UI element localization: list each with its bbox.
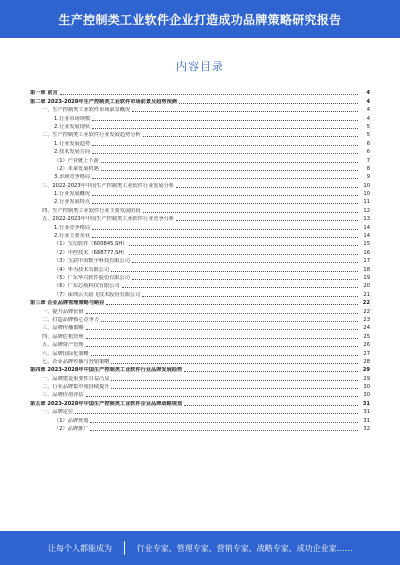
- toc-entry-page: 19: [363, 274, 370, 281]
- toc-entry[interactable]: [30, 415, 370, 423]
- toc-entry[interactable]: [30, 298, 370, 306]
- toc-leader-dots: [129, 254, 358, 255]
- report-title: 生产控制类工业软件企业打造成功品牌策略研究报告: [58, 12, 342, 27]
- toc-leader-dots: [92, 178, 358, 179]
- toc-leader-dots: [111, 363, 358, 364]
- toc-entry-page: 6: [366, 140, 370, 147]
- toc-entry[interactable]: [30, 164, 370, 172]
- toc-leader-dots: [92, 145, 358, 146]
- toc-leader-dots: [92, 128, 358, 129]
- toc-entry-page: 17: [363, 258, 370, 265]
- toc-entry-text: 1.行业发展趋势: [54, 140, 91, 147]
- toc-leader-dots: [101, 162, 358, 163]
- toc-leader-dots: [111, 380, 358, 381]
- toc-entry-text: （2）中控技术（688777.SH）: [54, 249, 128, 256]
- toc-leader-dots: [184, 371, 358, 372]
- toc-entry[interactable]: [30, 382, 370, 390]
- toc-leader-dots: [86, 346, 358, 347]
- toc-entry-text: （1）宝信软件（600845.SH）: [54, 241, 128, 248]
- toc-entry-text: 一、品牌定位: [42, 409, 74, 416]
- toc-entry[interactable]: [30, 340, 370, 348]
- toc-entry[interactable]: [30, 323, 370, 331]
- toc-entry-text: 一、提升品牌价值: [42, 308, 84, 315]
- toc-leader-dots: [143, 212, 358, 213]
- toc-entry-text: （6）广东芯航科技有限公司: [54, 283, 120, 290]
- toc-entry-page: 9: [366, 174, 370, 181]
- toc-leader-dots: [111, 388, 358, 389]
- toc-leader-dots: [122, 287, 358, 288]
- toc-entry-page: 32: [363, 426, 370, 433]
- toc-entry-text: 第五章 2023-2028年中国生产控制类工业软件企业品牌战略规划: [30, 400, 183, 407]
- toc-entry[interactable]: [30, 88, 370, 96]
- toc-entry[interactable]: [30, 306, 370, 314]
- toc-entry-page: 21: [363, 291, 370, 298]
- toc-entry-text: 1.行业竞争格局: [54, 224, 91, 231]
- toc-entry-page: 31: [363, 409, 370, 416]
- toc-entry[interactable]: [30, 189, 370, 197]
- toc-entry-text: 二、打造品牌核心竞争力: [42, 316, 100, 323]
- toc-leader-dots: [86, 396, 358, 397]
- toc-entry[interactable]: [30, 357, 370, 365]
- toc-entry-text: 一、生产控制类工业软件市场前景概况: [42, 107, 131, 114]
- toc-entry-text: 第四章 2023-2028年中国生产控制类工业软件行业品牌发展趋势: [30, 367, 183, 374]
- toc-entry-text: 四、品牌危机管理: [42, 333, 84, 340]
- toc-entry[interactable]: [30, 122, 370, 130]
- toc-entry-page: 18: [363, 266, 370, 273]
- toc-leader-dots: [111, 271, 358, 272]
- toc-entry-page: 7: [366, 157, 370, 164]
- toc-entry-text: 2.行业发展特点: [54, 199, 91, 206]
- toc-leader-dots: [92, 195, 358, 196]
- toc-entry[interactable]: [30, 138, 370, 146]
- toc-entry-text: 3.市场竞争格局: [54, 174, 91, 181]
- toc-entry[interactable]: [30, 197, 370, 205]
- toc-list: [30, 88, 370, 432]
- toc-leader-dots: [90, 422, 358, 423]
- toc-entry[interactable]: [30, 407, 370, 415]
- toc-leader-dots: [90, 430, 358, 431]
- toc-entry-text: 二、生产控制类工业软件行业发展趋势分析: [42, 132, 141, 139]
- toc-leader-dots: [92, 153, 358, 154]
- toc-leader-dots: [86, 329, 358, 330]
- toc-entry-text: 五、品牌资产管理: [42, 342, 84, 349]
- toc-entry-page: 20: [363, 283, 370, 290]
- toc-entry[interactable]: [30, 155, 370, 163]
- toc-entry-text: 二、行业品牌集中度持续提升: [42, 384, 110, 391]
- toc-entry[interactable]: [30, 331, 370, 339]
- toc-entry[interactable]: [30, 105, 370, 113]
- toc-entry[interactable]: [30, 180, 370, 188]
- toc-entry[interactable]: [30, 205, 370, 213]
- toc-entry[interactable]: [30, 281, 370, 289]
- toc-entry-text: （7）深圳云天励飞技术股份有限公司: [54, 291, 141, 298]
- toc-entry-text: （3）宝武中冶数字科技有限公司: [54, 258, 130, 265]
- toc-entry[interactable]: [30, 113, 370, 121]
- toc-entry-page: 23: [363, 316, 370, 323]
- toc-entry-text: 三、2022-2023年中国生产控制类工业软件行业发展分析: [42, 182, 175, 189]
- toc-leader-dots: [101, 321, 358, 322]
- toc-entry-text: 第一章 前言: [30, 90, 58, 97]
- toc-entry-text: 2.行业发展现状: [54, 123, 91, 130]
- toc-entry-text: 三、品牌传播策略: [42, 325, 84, 332]
- toc-entry[interactable]: [30, 130, 370, 138]
- toc-entry-text: 第三章 企业品牌管理策略与路径: [30, 300, 105, 307]
- toc-entry[interactable]: [30, 373, 370, 381]
- toc-leader-dots: [129, 245, 358, 246]
- toc-entry-text: 三、品牌价值评估: [42, 392, 84, 399]
- toc-leader-dots: [91, 355, 358, 356]
- toc-entry[interactable]: [30, 289, 370, 297]
- toc-entry[interactable]: [30, 247, 370, 255]
- toc-entry-text: 2.技术发展方向: [54, 149, 91, 156]
- toc-entry[interactable]: [30, 348, 370, 356]
- toc-entry-text: 五、2022-2023年中国生产控制类工业软件行业竞争分析: [42, 216, 175, 223]
- toc-entry[interactable]: [30, 256, 370, 264]
- toc-entry-text: 六、品牌国际化策略: [42, 350, 89, 357]
- toc-entry[interactable]: [30, 264, 370, 272]
- toc-leader-dots: [143, 136, 358, 137]
- toc-entry-page: 13: [363, 216, 370, 223]
- toc-entry-page: 15: [363, 241, 370, 248]
- toc-entry[interactable]: [30, 231, 370, 239]
- toc-entry-page: 16: [363, 249, 370, 256]
- footer-roles: 行业专家、管理专家、营销专家、战略专家、成功企业家……: [136, 543, 353, 553]
- toc-entry-page: 30: [363, 384, 370, 391]
- toc-leader-dots: [142, 296, 358, 297]
- toc-entry-page: 29: [363, 375, 370, 382]
- toc-leader-dots: [101, 170, 358, 171]
- toc-entry-text: （5）广东华兴软件股份有限公司: [54, 274, 130, 281]
- toc-entry-text: 四、生产控制类工业软件行业主要发展阶段: [42, 207, 141, 214]
- toc-entry-page: 14: [363, 224, 370, 231]
- toc-entry-text: （4）华为技术有限公司: [54, 266, 110, 273]
- toc-leader-dots: [92, 203, 358, 204]
- footer-slogan: 让每个人都能成为: [48, 543, 112, 553]
- toc-entry-page: 4: [366, 98, 370, 105]
- toc-entry-text: 一、品牌建设重要性日益凸显: [42, 375, 110, 382]
- toc-entry-page: 10: [363, 191, 370, 198]
- toc-leader-dots: [92, 237, 358, 238]
- toc-entry-page: 29: [362, 367, 370, 374]
- toc-leader-dots: [86, 313, 358, 314]
- toc-entry-text: （2）品牌推广: [54, 426, 89, 433]
- toc-entry-page: 5: [366, 123, 370, 130]
- toc-entry[interactable]: [30, 390, 370, 398]
- toc-leader-dots: [184, 405, 358, 406]
- toc-entry[interactable]: [30, 172, 370, 180]
- toc-entry-page: 30: [363, 392, 370, 399]
- toc-leader-dots: [176, 187, 358, 188]
- toc-leader-dots: [92, 229, 358, 230]
- toc-entry-page: 22: [362, 300, 370, 307]
- toc-entry-page: 10: [363, 182, 370, 189]
- toc-leader-dots: [132, 279, 358, 280]
- toc-entry[interactable]: [30, 214, 370, 222]
- toc-entry[interactable]: [30, 424, 370, 432]
- toc-entry-page: 5: [366, 132, 370, 139]
- toc-leader-dots: [179, 103, 358, 104]
- toc-entry-page: 4: [366, 107, 370, 114]
- toc-entry-text: 2.行业主要企业: [54, 233, 91, 240]
- toc-entry[interactable]: [30, 239, 370, 247]
- toc-leader-dots: [132, 262, 358, 263]
- toc-leader-dots: [60, 94, 358, 95]
- toc-leader-dots: [92, 120, 358, 121]
- toc-entry-page: 28: [363, 358, 370, 365]
- toc-entry-page: 22: [363, 308, 370, 315]
- toc-entry-page: 24: [363, 325, 370, 332]
- toc-leader-dots: [176, 220, 358, 221]
- toc-entry-text: 七、企业品牌传播与营销策略: [42, 358, 110, 365]
- toc-entry[interactable]: [30, 315, 370, 323]
- toc-entry[interactable]: [30, 365, 370, 373]
- toc-entry-page: 25: [363, 333, 370, 340]
- toc-entry-page: 4: [366, 115, 370, 122]
- footer-divider: [124, 541, 125, 555]
- toc-entry[interactable]: [30, 147, 370, 155]
- report-footer: [0, 531, 400, 565]
- toc-entry-page: 31: [363, 417, 370, 424]
- toc-entry-page: 11: [363, 199, 370, 206]
- toc-entry-text: （2）未来发展机遇: [54, 165, 99, 172]
- toc-entry-page: 31: [362, 400, 370, 407]
- toc-entry-text: 1.行业发展概况: [54, 191, 91, 198]
- toc-entry-text: （1）产业链上下游: [54, 157, 99, 164]
- toc-entry-page: 27: [363, 350, 370, 357]
- toc-entry[interactable]: [30, 273, 370, 281]
- toc-entry[interactable]: [30, 96, 370, 104]
- toc-entry-page: 26: [363, 342, 370, 349]
- toc-entry-text: 1.行业市场规模: [54, 115, 91, 122]
- toc-leader-dots: [132, 111, 358, 112]
- toc-entry[interactable]: [30, 222, 370, 230]
- toc-entry[interactable]: [30, 398, 370, 406]
- toc-page: [30, 38, 370, 531]
- toc-entry-page: 4: [366, 90, 370, 97]
- toc-entry-text: 第二章 2023-2028年生产控制类工业软件市场前景及趋势预测: [30, 98, 177, 105]
- toc-leader-dots: [86, 338, 358, 339]
- toc-entry-text: （1）品牌规划: [54, 417, 89, 424]
- report-header: [0, 0, 400, 38]
- toc-leader-dots: [106, 304, 358, 305]
- toc-entry-page: 8: [366, 165, 370, 172]
- toc-entry-page: 12: [363, 207, 370, 214]
- toc-entry-page: 14: [363, 233, 370, 240]
- toc-title: 内容目录: [176, 60, 224, 73]
- toc-leader-dots: [75, 413, 358, 414]
- toc-entry-page: 6: [366, 149, 370, 156]
